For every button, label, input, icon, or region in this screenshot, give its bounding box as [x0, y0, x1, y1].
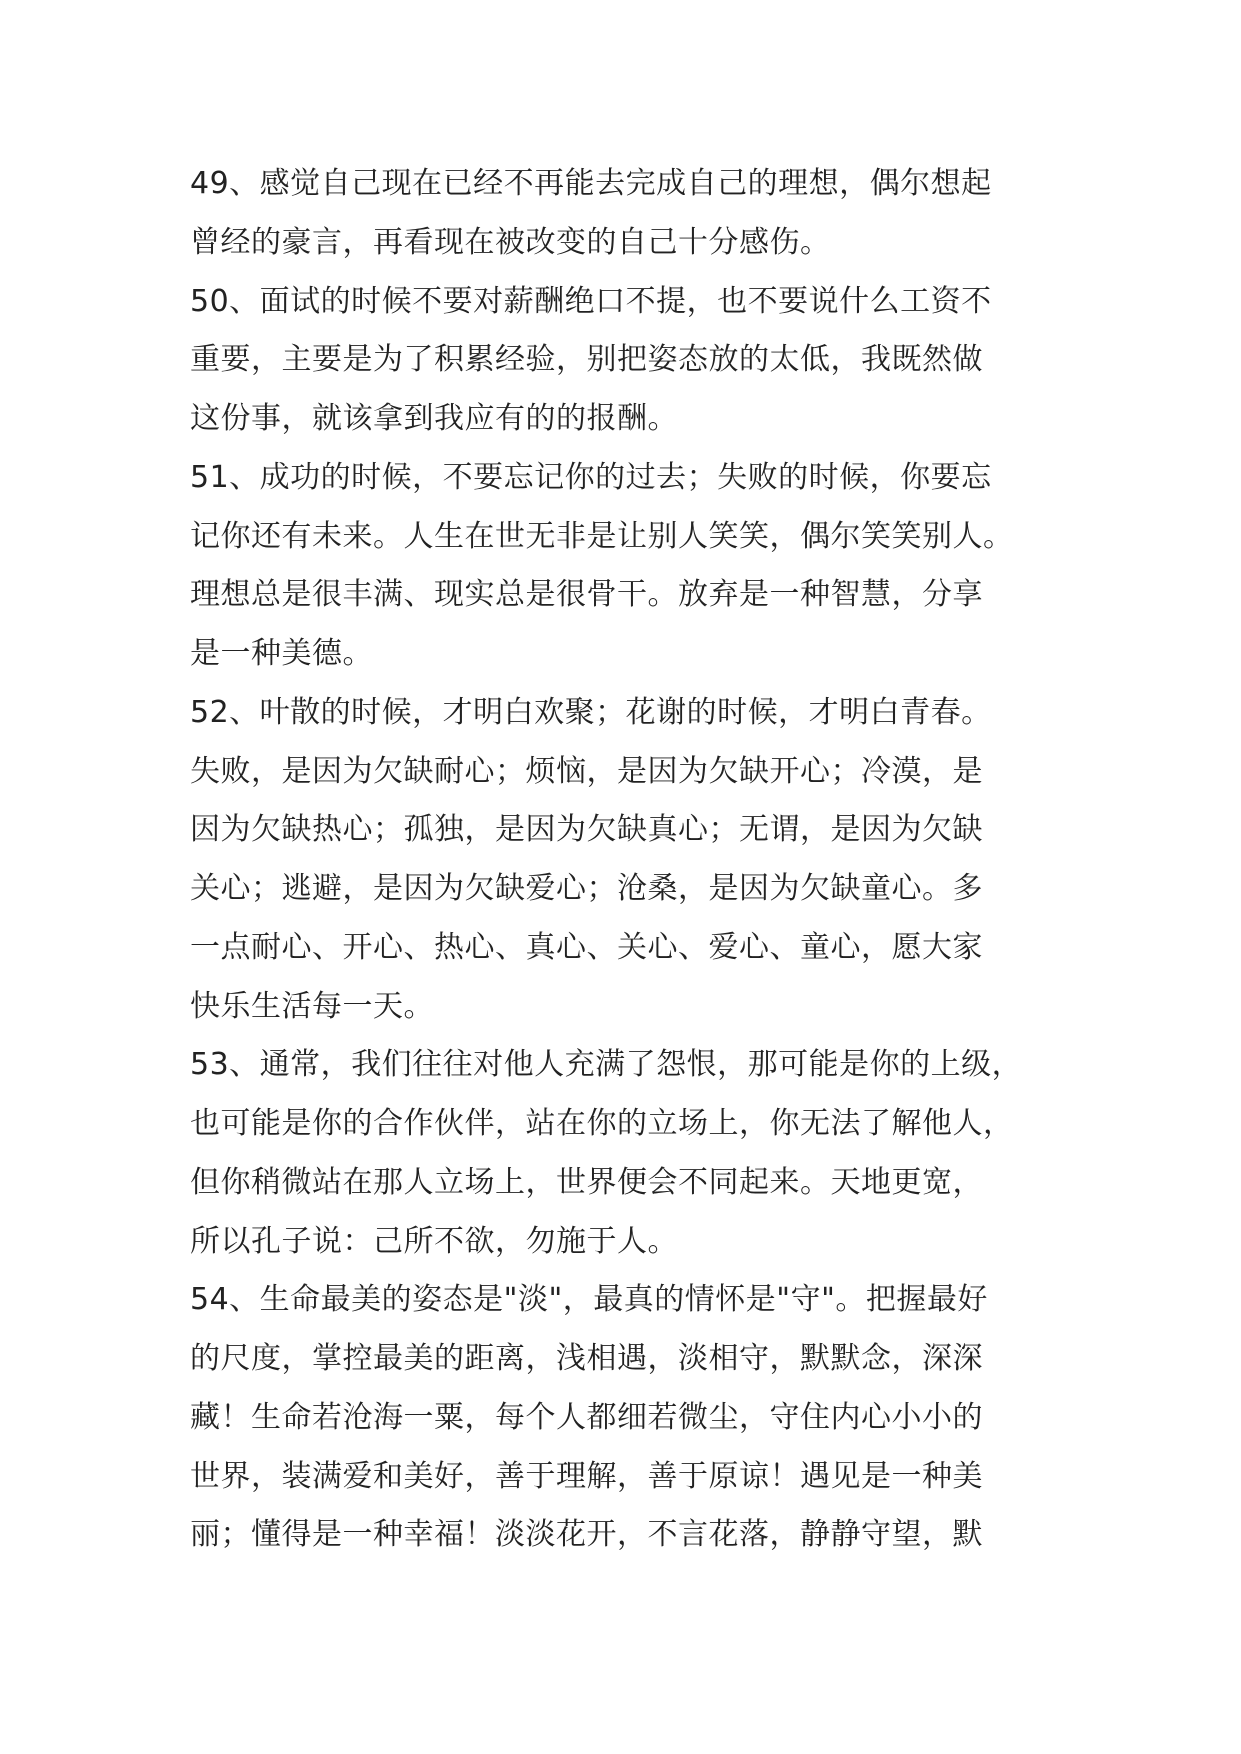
text-line: 重要，主要是为了积累经验，别把姿态放的太低，我既然做 [190, 342, 983, 378]
document-body [190, 155, 1068, 1565]
text-line: 的尺度，掌控最美的距离，浅相遇，淡相守，默默念，深深 [190, 1341, 983, 1376]
text-line: 理想总是很丰满、现实总是很骨干。放弃是一种智慧，分享 [190, 577, 983, 613]
paragraph-51 [190, 449, 1068, 684]
text-line: 世界，装满爱和美好，善于理解，善于原谅！遇见是一种美 [190, 1458, 983, 1494]
paragraph-54 [190, 1271, 1068, 1565]
paragraph-49 [190, 155, 1068, 273]
text-line: 53、通常，我们往往对他人充满了怨恨，那可能是你的上级， [190, 1047, 1023, 1083]
text-line: 49、感觉自己现在已经不再能去完成自己的理想，偶尔想起 [190, 166, 992, 201]
paragraph-52 [190, 684, 1068, 1037]
text-line: 快乐生活每一天。 [190, 988, 434, 1024]
text-line: 51、成功的时候，不要忘记你的过去；失败的时候，你要忘 [190, 459, 992, 495]
text-line: 一点耐心、开心、热心、真心、关心、爱心、童心，愿大家 [190, 929, 983, 965]
paragraph-50 [190, 273, 1068, 449]
text-line: 所以孔子说：己所不欲，勿施于人。 [190, 1223, 678, 1259]
text-line: 是一种美德。 [190, 636, 373, 671]
text-line: 失败，是因为欠缺耐心；烦恼，是因为欠缺开心；冷漠，是 [190, 753, 983, 789]
text-line: 50、面试的时候不要对薪酬绝口不提，也不要说什么工资不 [190, 283, 992, 319]
text-line: 丽；懂得是一种幸福！淡淡花开，不言花落，静静守望，默 [190, 1517, 983, 1553]
text-line: 记你还有未来。人生在世无非是让别人笑笑，偶尔笑笑别人。 [190, 518, 1014, 554]
text-line: 52、叶散的时候，才明白欢聚；花谢的时候，才明白青春。 [190, 694, 992, 730]
paragraph-53 [190, 1036, 1068, 1271]
text-line: 藏！生命若沧海一粟，每个人都细若微尘，守住内心小小的 [190, 1399, 983, 1435]
text-line: 曾经的豪言，再看现在被改变的自己十分感伤。 [190, 224, 831, 260]
text-line: 因为欠缺热心；孤独，是因为欠缺真心；无谓，是因为欠缺 [190, 812, 983, 848]
text-line: 但你稍微站在那人立场上，世界便会不同起来。天地更宽， [190, 1164, 983, 1200]
text-line: 关心；逃避，是因为欠缺爱心；沧桑，是因为欠缺童心。多 [190, 871, 983, 906]
text-line: 也可能是你的合作伙伴，站在你的立场上，你无法了解他人， [190, 1106, 1014, 1141]
text-line: 54、生命最美的姿态是"淡"，最真的情怀是"守"。把握最好 [190, 1282, 988, 1318]
text-line: 这份事，就该拿到我应有的的报酬。 [190, 401, 678, 436]
